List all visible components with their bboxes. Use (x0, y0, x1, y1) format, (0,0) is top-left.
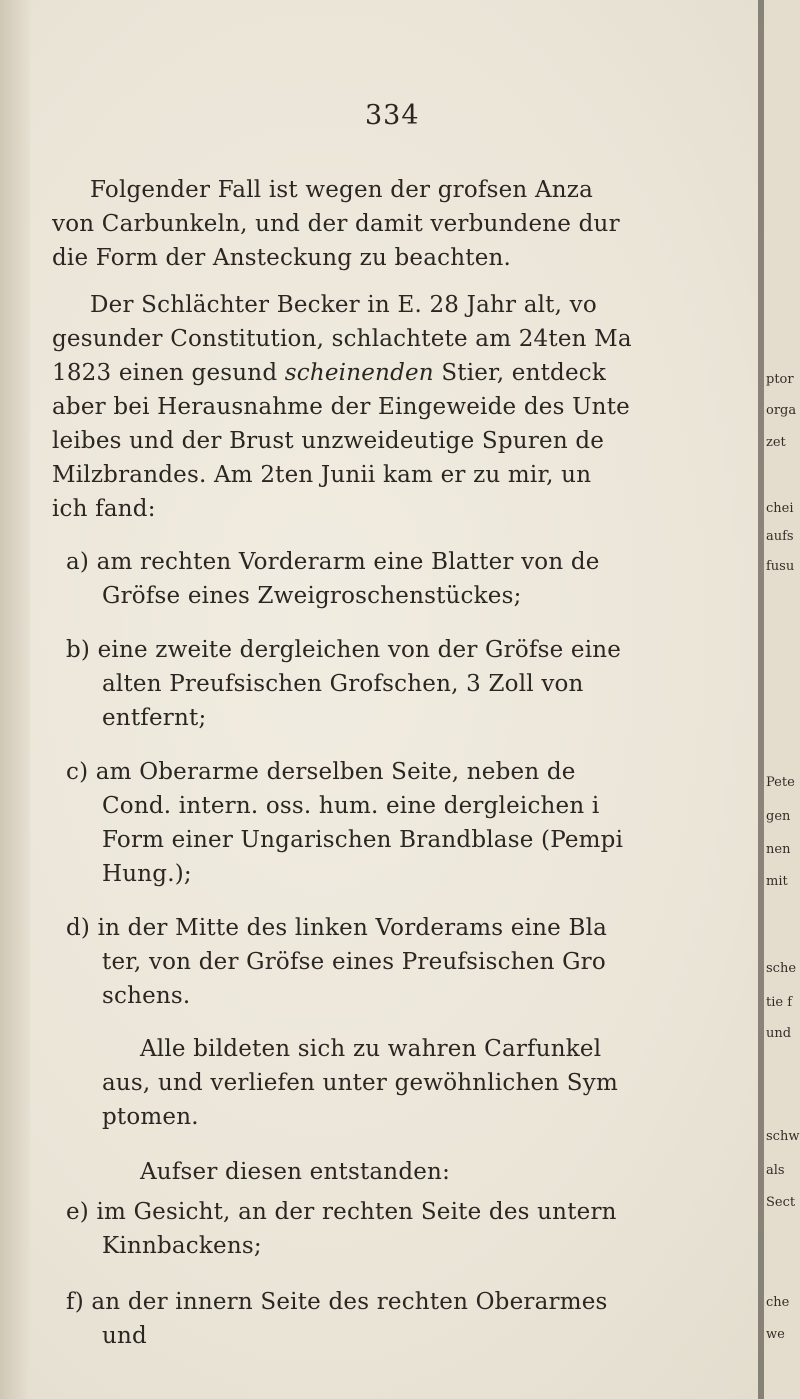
case-line-7: ich fand: (52, 496, 156, 522)
case-line-1: Der Schlächter Becker in E. 28 Jahr alt, vo (90, 292, 597, 318)
case-line-4: aber bei Herausnahme der Eingeweide des Unte (52, 394, 630, 420)
margin-fragment: mit (766, 874, 788, 889)
margin-fragment: sche (766, 961, 797, 976)
case-emphasis: scheinenden (284, 360, 434, 386)
item-c-line-3: Form einer Ungarischen Brandblase (Pempi (102, 827, 624, 853)
intro-line-2: von Carbunkeln, und der damit verbundene dur (52, 211, 620, 237)
summary-line-3: ptomen. (102, 1104, 199, 1130)
case-line-6: Milzbrandes. Am 2ten Junii kam er zu mir, un (52, 462, 592, 488)
item-d-line-2: ter, von der Gröfse eines Preufsischen Gro (102, 949, 606, 975)
margin-fragment: fusu (766, 559, 795, 574)
item-a-line-2: Gröfse eines Zweigroschenstückes; (102, 583, 522, 609)
item-c-line-1: c) am Oberarme derselben Seite, neben de (66, 759, 576, 785)
page-gutter (0, 0, 30, 1399)
item-d-line-1: d) in der Mitte des linken Vorderams eine Bla (66, 915, 608, 941)
adjacent-page-strip (764, 0, 800, 1399)
margin-fragment: zet (766, 435, 786, 450)
intro-line-3: die Form der Ansteckung zu beachten. (52, 245, 512, 271)
margin-fragment: aufs (766, 529, 794, 544)
summary-line-2: aus, und verliefen unter gewöhnlichen Sym (102, 1070, 618, 1096)
case-line-5: leibes und der Brust unzweideutige Spuren de (52, 428, 605, 454)
item-e-line-2: Kinnbackens; (102, 1233, 262, 1259)
margin-fragment: orga (766, 403, 797, 418)
margin-fragment: als (766, 1163, 785, 1178)
margin-fragment: nen (766, 842, 791, 857)
page-number: 334 (365, 100, 420, 131)
margin-fragment: gen (766, 809, 791, 824)
besides-line: Aufser diesen entstanden: (140, 1159, 451, 1185)
item-f-line-2: und (102, 1323, 147, 1349)
case-line-3-b: Stier, entdeck (433, 360, 607, 386)
margin-fragment: ptor (766, 372, 794, 387)
item-c-line-4: Hung.); (102, 861, 192, 887)
margin-fragment: chei (766, 501, 794, 516)
margin-fragment: we (766, 1327, 785, 1342)
item-e-line-1: e) im Gesicht, an der rechten Seite des untern (66, 1199, 617, 1225)
margin-fragment: und (766, 1026, 792, 1041)
item-b-line-1: b) eine zweite dergleichen von der Gröfse eine (66, 637, 622, 663)
margin-fragment: Sect (766, 1195, 796, 1210)
margin-fragment: Pete (766, 775, 795, 790)
item-b-line-2: alten Preufsischen Grofschen, 3 Zoll von (102, 671, 584, 697)
case-line-2: gesunder Constitution, schlachtete am 24ten Ma (52, 326, 632, 352)
item-a-line-1: a) am rechten Vorderarm eine Blatter von de (66, 549, 600, 575)
case-line-3 (52, 358, 606, 388)
item-f-line-1: f) an der innern Seite des rechten Oberarmes (66, 1289, 608, 1315)
item-b-line-3: entfernt; (102, 705, 207, 731)
margin-fragment: tie f (766, 995, 793, 1010)
case-line-3-a: 1823 einen gesund (52, 360, 285, 386)
margin-fragment: che (766, 1295, 790, 1310)
margin-fragment: schw (766, 1129, 800, 1144)
intro-line-1: Folgender Fall ist wegen der grofsen Anza (90, 177, 594, 203)
summary-line-1: Alle bildeten sich zu wahren Carfunkel (140, 1036, 602, 1062)
item-d-line-3: schens. (102, 983, 191, 1009)
item-c-line-2: Cond. intern. oss. hum. eine dergleichen i (102, 793, 600, 819)
